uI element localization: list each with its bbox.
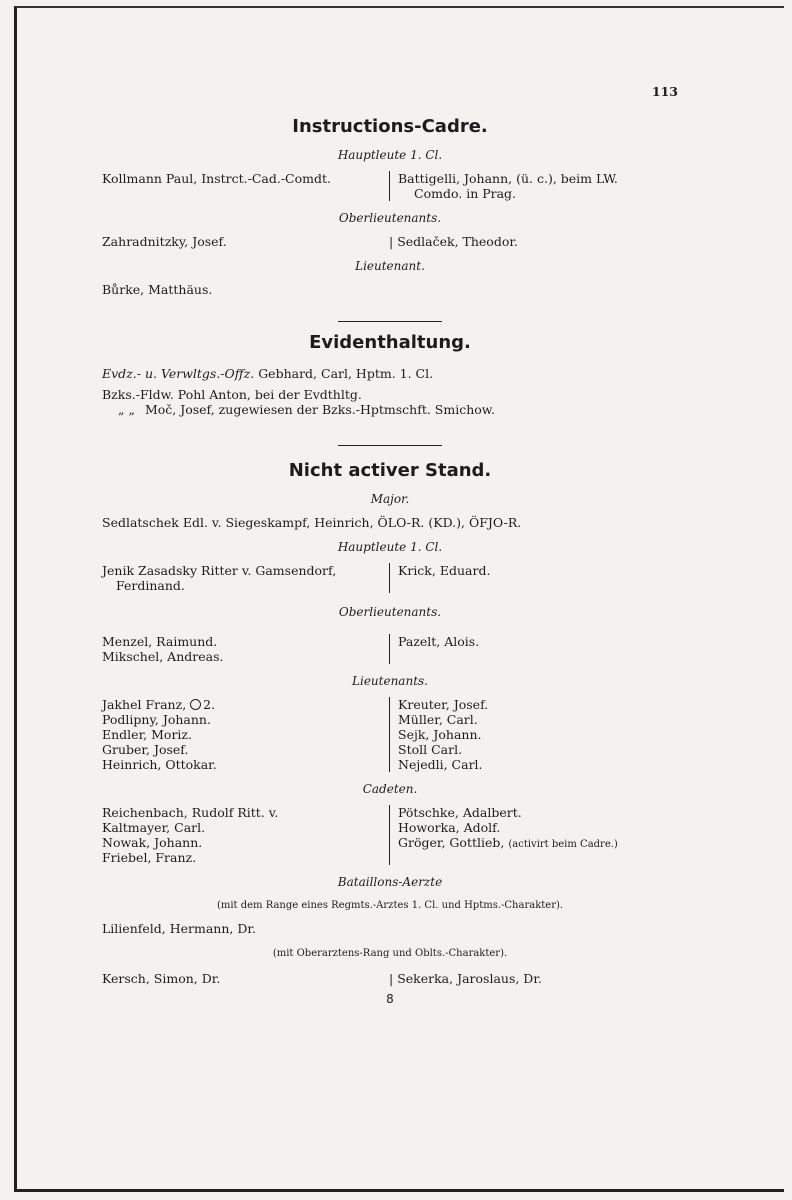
rank-heading: Hauptleute 1. Cl. — [337, 148, 443, 162]
column-divider: | — [389, 971, 398, 986]
list-item: Endler, Moriz. — [102, 727, 192, 742]
hauptleute-list — [102, 171, 678, 201]
rank-heading: Oberlieutenants. — [338, 605, 442, 619]
list-item: Kreuter, Josef. — [398, 697, 489, 712]
oberlieutenants-list — [102, 234, 678, 249]
rank-heading: Lieutenant. — [355, 259, 425, 273]
rank-note: (mit dem Range eines Regmts.-Arztes 1. Cl. und Hptms.-Charakter). — [216, 900, 564, 911]
evidenz-officer-line: Evdz.- u. Verwltgs.-Offz. Gebhard, Carl, Hptm. 1. Cl. — [102, 366, 434, 381]
circle-decoration-icon — [190, 699, 201, 710]
list-item: Friebel, Franz. — [102, 850, 197, 865]
aerzte-list — [102, 971, 678, 986]
list-item: Kaltmayer, Carl. — [102, 820, 206, 835]
list-item: Bůrke, Matthäus. — [102, 282, 213, 297]
rank-heading: Major. — [370, 492, 410, 506]
feldwebel-line-2: „ „ Moč, Josef, zugewiesen der Bzks.-Hptmschft. Smichow. — [102, 402, 678, 417]
list-item: Sedlatschek Edl. v. Siegeskampf, Heinrich, ÖLO-R. (KD.), ÖFJO-R. — [102, 515, 522, 530]
list-item: Menzel, Raimund. — [102, 634, 218, 649]
list-item: Sejk, Johann. — [398, 727, 482, 742]
activation-note: (activirt beim Cadre.) — [508, 839, 618, 850]
list-item: Kollmann Paul, Instrct.-Cad.-Comdt. — [102, 171, 331, 186]
list-item: Heinrich, Ottokar. — [102, 757, 217, 772]
section-title-nicht-activer-stand: Nicht activer Stand. — [288, 460, 492, 481]
section-divider — [338, 321, 442, 322]
hauptleute-list — [102, 563, 678, 593]
list-item: Krick, Eduard. — [398, 563, 491, 578]
rank-heading: Cadeten. — [362, 782, 418, 796]
list-item-continuation: Comdo. in Prag. — [414, 186, 517, 201]
list-item: Sekerka, Jaroslaus, Dr. — [397, 971, 542, 986]
list-item: Nowak, Johann. — [102, 835, 203, 850]
rank-heading: Hauptleute 1. Cl. — [337, 540, 443, 554]
list-item: Howorka, Adolf. — [398, 820, 501, 835]
rank-heading: Oberlieutenants. — [338, 211, 442, 225]
ditto-marks: „ „ — [118, 402, 135, 417]
list-item: Sedlaček, Theodor. — [397, 234, 518, 249]
list-item: Reichenbach, Rudolf Ritt. v. — [102, 805, 279, 820]
list-item: Pazelt, Alois. — [398, 634, 480, 649]
signature-number: 8 — [386, 992, 394, 1006]
oberlieutenants-list — [102, 634, 678, 664]
column-divider: | — [389, 234, 398, 249]
page-number: 113 — [651, 84, 678, 99]
cadeten-list — [102, 805, 678, 865]
evidenz-label: Evdz.- u. Verwltgs.-Offz. — [102, 366, 255, 381]
rank-note: (mit Oberarztens-Rang und Oblts.-Charakter). — [272, 948, 508, 959]
list-item: Gruber, Josef. — [102, 742, 189, 757]
rank-heading: Bataillons-Aerzte — [337, 875, 443, 889]
list-item: Battigelli, Johann, (ü. c.), beim LW. — [398, 171, 618, 186]
list-item: Müller, Carl. — [398, 712, 478, 727]
list-item: Kersch, Simon, Dr. — [102, 971, 221, 986]
list-item: Mikschel, Andreas. — [102, 649, 224, 664]
section-divider — [338, 445, 442, 446]
list-item: Jenik Zasadsky Ritter v. Gamsendorf, — [102, 563, 337, 578]
rank-heading: Lieutenants. — [352, 674, 428, 688]
list-item-continuation: Ferdinand. — [116, 578, 185, 593]
list-item: Zahradnitzky, Josef. — [102, 234, 227, 249]
lieutenants-list — [102, 697, 678, 772]
list-item: Nejedli, Carl. — [398, 757, 483, 772]
section-title-instructions-cadre: Instructions-Cadre. — [292, 116, 488, 137]
feldwebel-line: Bzks.-Fldw. Pohl Anton, bei der Evdthltg. — [102, 387, 362, 402]
section-title-evidenthaltung: Evidenthaltung. — [309, 332, 471, 353]
list-item: Jakhel Franz, 2. — [102, 697, 216, 712]
list-item: Podlipny, Johann. — [102, 712, 211, 727]
list-item: Gröger, Gottlieb, (activirt beim Cadre.) — [398, 835, 618, 850]
list-item: Pötschke, Adalbert. — [398, 805, 522, 820]
page-content — [102, 78, 678, 1007]
list-item: Stoll Carl. — [398, 742, 463, 757]
list-item: Lilienfeld, Hermann, Dr. — [102, 921, 256, 936]
